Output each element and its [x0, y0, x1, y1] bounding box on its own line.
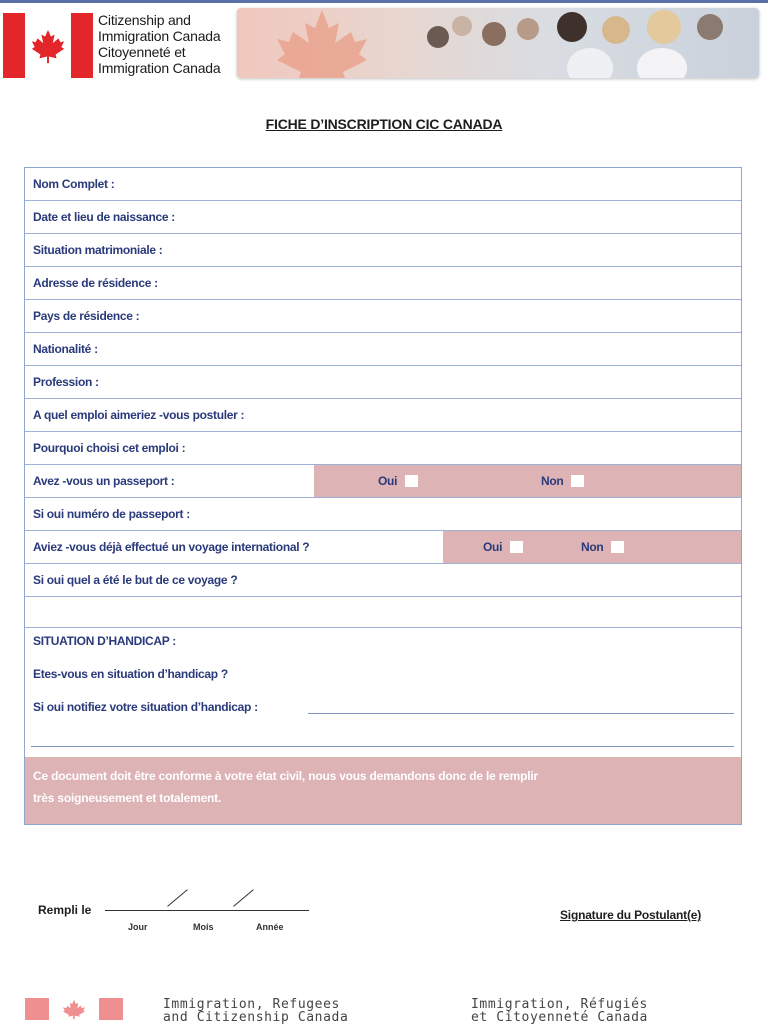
travel-yes-option[interactable] — [483, 531, 523, 563]
field-label: Nationalité : — [33, 342, 98, 356]
passport-options — [314, 465, 741, 497]
field-job-reason[interactable] — [25, 432, 741, 465]
day-label: Jour — [128, 922, 148, 932]
field-nationality[interactable] — [25, 333, 741, 366]
handicap-heading: SITUATION D’HANDICAP : — [33, 634, 176, 648]
banner-maple-leaf-icon — [247, 8, 397, 78]
footer-fr-line1: Immigration, Réfugiés — [471, 997, 648, 1012]
date-separator-1 — [167, 889, 188, 906]
footer-dept-fr — [471, 998, 648, 1024]
field-label: Date et lieu de naissance : — [33, 210, 175, 224]
department-name — [98, 12, 238, 76]
date-separator-2 — [233, 889, 254, 906]
field-label: Nom Complet : — [33, 177, 115, 191]
travel-label: Aviez -vous déjà effectué un voyage international ? — [33, 540, 310, 554]
footer-dept-en — [163, 998, 348, 1024]
notice-box — [25, 757, 741, 824]
notice-line2: très soigneusement et totalement. — [33, 791, 222, 805]
field-label: Profession : — [33, 375, 99, 389]
travel-options — [443, 531, 741, 563]
field-profession[interactable] — [25, 366, 741, 399]
handicap-notify-label: Si oui notifiez votre situation d’handicap : — [33, 700, 258, 714]
field-label: Si oui numéro de passeport : — [33, 507, 190, 521]
dept-en-line2: Immigration Canada — [98, 28, 221, 44]
travel-no-option[interactable] — [581, 531, 624, 563]
travel-no-checkbox[interactable] — [611, 541, 624, 553]
travel-yes-checkbox[interactable] — [510, 541, 523, 553]
passport-no-label: Non — [541, 474, 564, 488]
passport-yes-label: Oui — [378, 474, 398, 488]
page-title: FICHE D’INSCRIPTION CIC CANADA — [265, 116, 503, 132]
field-label: Adresse de résidence : — [33, 276, 158, 290]
field-travel-purpose[interactable] — [25, 564, 741, 597]
footer-fr-line2: et Citoyenneté Canada — [471, 1010, 648, 1024]
passport-label: Avez -vous un passeport : — [33, 474, 175, 488]
field-desired-job[interactable] — [25, 399, 741, 432]
travel-yes-label: Oui — [483, 540, 503, 554]
handicap-extra-line[interactable] — [31, 746, 734, 747]
maple-leaf-icon — [29, 27, 67, 65]
signature-label: Signature du Postulant(e) — [560, 908, 702, 922]
passport-no-option[interactable] — [541, 465, 584, 497]
footer-flag-logo — [25, 998, 123, 1020]
field-travel — [25, 531, 741, 564]
field-birth[interactable] — [25, 201, 741, 234]
field-label: Si oui quel a été le but de ce voyage ? — [33, 573, 238, 587]
footer-maple-leaf-icon — [57, 998, 91, 1020]
month-label: Mois — [193, 922, 214, 932]
registration-form — [24, 167, 742, 825]
footer-en-line2: and Citizenship Canada — [163, 1010, 349, 1024]
field-marital-status[interactable] — [25, 234, 741, 267]
notice-line1: Ce document doit être conforme à votre état civil, nous vous demandons donc de le remplir — [33, 769, 538, 783]
field-country[interactable] — [25, 300, 741, 333]
field-full-name[interactable] — [25, 168, 741, 201]
handicap-notify-line[interactable] — [308, 713, 734, 714]
field-passport — [25, 465, 741, 498]
handicap-question: Etes-vous en situation d’handicap ? — [33, 667, 228, 681]
field-label: Situation matrimoniale : — [33, 243, 163, 257]
canada-flag-logo — [3, 13, 93, 78]
passport-no-checkbox[interactable] — [571, 475, 584, 487]
dept-en-line1: Citizenship and — [98, 12, 191, 28]
top-rule — [0, 0, 768, 3]
dept-fr-line1: Citoyenneté et — [98, 44, 186, 60]
travel-no-label: Non — [581, 540, 604, 554]
passport-yes-checkbox[interactable] — [405, 475, 418, 487]
field-passport-number[interactable] — [25, 498, 741, 531]
field-label: A quel emploi aimeriez -vous postuler : — [33, 408, 245, 422]
footer-en-line1: Immigration, Refugees — [163, 997, 340, 1012]
passport-yes-option[interactable] — [378, 465, 418, 497]
filled-date-label: Rempli le — [38, 903, 92, 917]
dept-fr-line2: Immigration Canada — [98, 60, 221, 76]
field-travel-purpose-extra[interactable] — [25, 597, 741, 628]
header-banner-image — [237, 8, 759, 78]
year-label: Année — [256, 922, 284, 932]
field-label: Pourquoi choisi cet emploi : — [33, 441, 186, 455]
filled-date-line[interactable] — [105, 910, 309, 911]
field-address[interactable] — [25, 267, 741, 300]
field-label: Pays de résidence : — [33, 309, 140, 323]
